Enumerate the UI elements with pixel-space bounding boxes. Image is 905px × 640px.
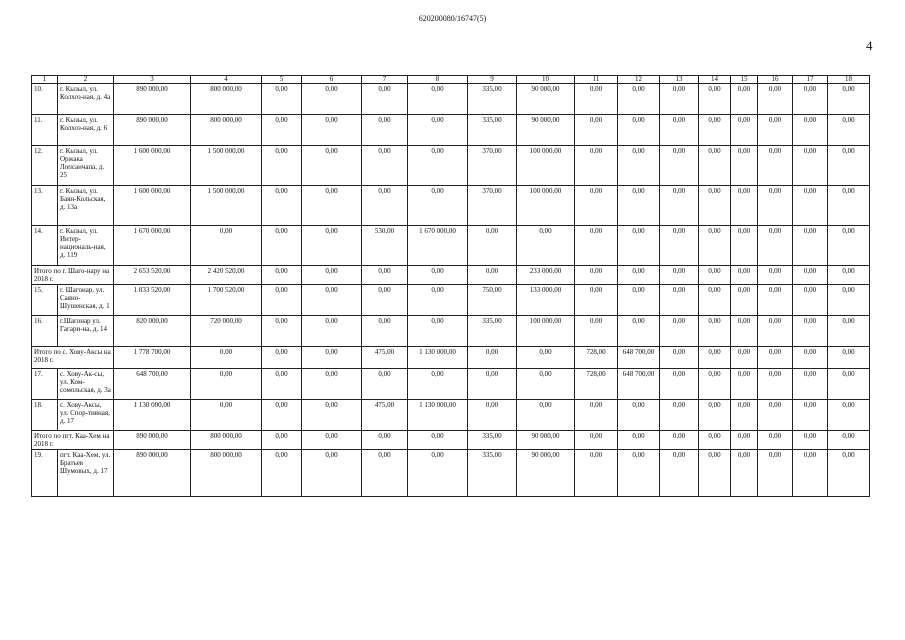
value-cell: 0,00 <box>758 226 793 266</box>
value-cell: 233 000,00 <box>517 266 575 285</box>
value-cell: 0,00 <box>362 285 408 316</box>
row-number: 10. <box>32 84 58 115</box>
value-cell: 890 000,00 <box>114 115 191 146</box>
row-number: 14. <box>32 226 58 266</box>
value-cell: 0,00 <box>468 266 517 285</box>
value-cell: 0,00 <box>302 266 362 285</box>
column-header: 9 <box>468 76 517 84</box>
column-header: 17 <box>793 76 828 84</box>
value-cell: 90 000,00 <box>517 84 575 115</box>
value-cell: 133 000,00 <box>517 285 575 316</box>
value-cell: 0,00 <box>660 186 699 226</box>
value-cell: 0,00 <box>191 347 262 369</box>
value-cell: 90 000,00 <box>517 450 575 497</box>
value-cell: 1 500 000,00 <box>191 186 262 226</box>
value-cell: 0,00 <box>793 226 828 266</box>
row-number: 19. <box>32 450 58 497</box>
value-cell: 90 000,00 <box>517 431 575 450</box>
total-row <box>32 431 870 450</box>
value-cell: 475,00 <box>362 400 408 431</box>
value-cell: 720 000,00 <box>191 316 262 347</box>
value-cell: 0,00 <box>758 369 793 400</box>
value-cell: 0,00 <box>731 84 758 115</box>
column-header: 1 <box>32 76 58 84</box>
value-cell: 0,00 <box>660 431 699 450</box>
value-cell: 0,00 <box>793 316 828 347</box>
value-cell: 0,00 <box>731 266 758 285</box>
value-cell: 0,00 <box>262 84 302 115</box>
value-cell: 0,00 <box>828 285 870 316</box>
value-cell: 0,00 <box>828 369 870 400</box>
value-cell: 90 000,00 <box>517 115 575 146</box>
value-cell: 335,00 <box>468 431 517 450</box>
value-cell: 648 700,00 <box>618 369 660 400</box>
value-cell: 0,00 <box>191 400 262 431</box>
data-table <box>31 75 870 497</box>
value-cell: 335,00 <box>468 115 517 146</box>
header-row <box>32 76 870 84</box>
value-cell: 100 000,00 <box>517 146 575 186</box>
page-number: 4 <box>866 38 873 53</box>
column-header: 10 <box>517 76 575 84</box>
value-cell: 1 130 000,00 <box>114 400 191 431</box>
value-cell: 0,00 <box>699 266 731 285</box>
value-cell: 0,00 <box>731 285 758 316</box>
value-cell: 0,00 <box>302 369 362 400</box>
value-cell: 0,00 <box>362 369 408 400</box>
value-cell: 530,00 <box>362 226 408 266</box>
value-cell: 890 000,00 <box>114 84 191 115</box>
row-number: 16. <box>32 316 58 347</box>
value-cell: 0,00 <box>618 115 660 146</box>
value-cell: 0,00 <box>191 226 262 266</box>
value-cell: 0,00 <box>408 285 468 316</box>
value-cell: 728,00 <box>575 369 618 400</box>
column-header: 7 <box>362 76 408 84</box>
value-cell: 648 700,00 <box>114 369 191 400</box>
value-cell: 0,00 <box>408 316 468 347</box>
value-cell: 0,00 <box>262 186 302 226</box>
table-row <box>32 450 870 497</box>
value-cell: 800 000,00 <box>191 450 262 497</box>
value-cell: 0,00 <box>362 115 408 146</box>
value-cell: 0,00 <box>731 450 758 497</box>
address-cell: г. Кызыл, ул. Колхоз-ная, д. 4а <box>58 84 114 115</box>
value-cell: 800 000,00 <box>191 115 262 146</box>
value-cell: 0,00 <box>408 84 468 115</box>
value-cell: 0,00 <box>660 450 699 497</box>
value-cell: 0,00 <box>699 146 731 186</box>
value-cell: 0,00 <box>793 84 828 115</box>
value-cell: 335,00 <box>468 450 517 497</box>
column-header: 12 <box>618 76 660 84</box>
value-cell: 0,00 <box>793 186 828 226</box>
value-cell: 0,00 <box>575 226 618 266</box>
address-cell: г. Кызыл, ул. Оржака Лопсанчапа, д. 25 <box>58 146 114 186</box>
column-header: 16 <box>758 76 793 84</box>
value-cell: 0,00 <box>262 226 302 266</box>
value-cell: 335,00 <box>468 316 517 347</box>
value-cell: 0,00 <box>262 266 302 285</box>
value-cell: 0,00 <box>575 186 618 226</box>
value-cell: 0,00 <box>793 266 828 285</box>
value-cell: 0,00 <box>302 347 362 369</box>
value-cell: 1 130 000,00 <box>408 400 468 431</box>
column-header: 15 <box>731 76 758 84</box>
value-cell: 648 700,00 <box>618 347 660 369</box>
value-cell: 800 000,00 <box>191 431 262 450</box>
column-header: 4 <box>191 76 262 84</box>
value-cell: 1 700 520,00 <box>191 285 262 316</box>
value-cell: 890 000,00 <box>114 450 191 497</box>
table-row <box>32 400 870 431</box>
value-cell: 335,00 <box>468 84 517 115</box>
value-cell: 0,00 <box>758 431 793 450</box>
value-cell: 0,00 <box>618 266 660 285</box>
value-cell: 0,00 <box>575 266 618 285</box>
value-cell: 0,00 <box>731 316 758 347</box>
value-cell: 1 833 520,00 <box>114 285 191 316</box>
column-header: 18 <box>828 76 870 84</box>
value-cell: 0,00 <box>828 400 870 431</box>
value-cell: 728,00 <box>575 347 618 369</box>
value-cell: 0,00 <box>408 266 468 285</box>
value-cell: 0,00 <box>758 316 793 347</box>
value-cell: 0,00 <box>699 347 731 369</box>
value-cell: 0,00 <box>793 146 828 186</box>
row-number: 13. <box>32 186 58 226</box>
value-cell: 370,00 <box>468 146 517 186</box>
column-header: 3 <box>114 76 191 84</box>
value-cell: 2 420 520,00 <box>191 266 262 285</box>
value-cell: 100 000,00 <box>517 186 575 226</box>
value-cell: 0,00 <box>362 450 408 497</box>
value-cell: 0,00 <box>618 146 660 186</box>
value-cell: 1 600 000,00 <box>114 186 191 226</box>
value-cell: 0,00 <box>517 347 575 369</box>
column-header: 8 <box>408 76 468 84</box>
value-cell: 0,00 <box>575 431 618 450</box>
table-row <box>32 146 870 186</box>
value-cell: 0,00 <box>362 316 408 347</box>
value-cell: 0,00 <box>408 450 468 497</box>
value-cell: 0,00 <box>618 285 660 316</box>
table-row <box>32 369 870 400</box>
table-row <box>32 84 870 115</box>
value-cell: 0,00 <box>191 369 262 400</box>
value-cell: 0,00 <box>302 115 362 146</box>
value-cell: 0,00 <box>517 226 575 266</box>
value-cell: 1 778 700,00 <box>114 347 191 369</box>
value-cell: 0,00 <box>575 146 618 186</box>
value-cell: 1 670 000,00 <box>408 226 468 266</box>
total-label: Итого по г. Шаго-нару на 2018 г. <box>32 266 114 285</box>
value-cell: 100 000,00 <box>517 316 575 347</box>
value-cell: 0,00 <box>362 84 408 115</box>
value-cell: 0,00 <box>660 115 699 146</box>
table-body <box>32 76 870 497</box>
value-cell: 0,00 <box>618 84 660 115</box>
value-cell: 0,00 <box>699 285 731 316</box>
value-cell: 0,00 <box>758 84 793 115</box>
value-cell: 0,00 <box>731 146 758 186</box>
value-cell: 0,00 <box>262 369 302 400</box>
value-cell: 0,00 <box>699 115 731 146</box>
value-cell: 0,00 <box>302 450 362 497</box>
column-header: 13 <box>660 76 699 84</box>
value-cell: 0,00 <box>302 285 362 316</box>
value-cell: 1 130 000,00 <box>408 347 468 369</box>
value-cell: 0,00 <box>731 115 758 146</box>
table-row <box>32 186 870 226</box>
value-cell: 0,00 <box>302 431 362 450</box>
value-cell: 0,00 <box>793 285 828 316</box>
value-cell: 0,00 <box>262 316 302 347</box>
value-cell: 0,00 <box>575 450 618 497</box>
value-cell: 0,00 <box>302 84 362 115</box>
value-cell: 0,00 <box>618 450 660 497</box>
value-cell: 0,00 <box>699 84 731 115</box>
value-cell: 0,00 <box>408 369 468 400</box>
value-cell: 0,00 <box>302 400 362 431</box>
value-cell: 0,00 <box>828 316 870 347</box>
value-cell: 0,00 <box>262 400 302 431</box>
address-cell: г. Кызыл, ул. Интер-националь-ная, д. 119 <box>58 226 114 266</box>
address-cell: пгт. Каа-Хем, ул. Братьев Шумовых, д. 17 <box>58 450 114 497</box>
value-cell: 475,00 <box>362 347 408 369</box>
table-row <box>32 115 870 146</box>
value-cell: 0,00 <box>731 369 758 400</box>
value-cell: 0,00 <box>731 226 758 266</box>
table-row <box>32 316 870 347</box>
value-cell: 0,00 <box>793 400 828 431</box>
value-cell: 0,00 <box>302 186 362 226</box>
value-cell: 0,00 <box>575 400 618 431</box>
value-cell: 1 500 000,00 <box>191 146 262 186</box>
address-cell: с. Хову-Ак-сы, ул. Ком-сомольская, д. 3а <box>58 369 114 400</box>
value-cell: 0,00 <box>618 316 660 347</box>
column-header: 11 <box>575 76 618 84</box>
value-cell: 0,00 <box>262 431 302 450</box>
value-cell: 0,00 <box>575 285 618 316</box>
column-header: 5 <box>262 76 302 84</box>
value-cell: 0,00 <box>699 226 731 266</box>
value-cell: 0,00 <box>517 369 575 400</box>
column-header: 2 <box>58 76 114 84</box>
value-cell: 0,00 <box>618 431 660 450</box>
value-cell: 0,00 <box>699 400 731 431</box>
value-cell: 0,00 <box>468 347 517 369</box>
value-cell: 0,00 <box>758 115 793 146</box>
value-cell: 0,00 <box>731 400 758 431</box>
value-cell: 0,00 <box>517 400 575 431</box>
value-cell: 0,00 <box>828 450 870 497</box>
total-label: Итого по с. Хову-Аксы на 2018 г. <box>32 347 114 369</box>
value-cell: 0,00 <box>660 226 699 266</box>
value-cell: 0,00 <box>758 146 793 186</box>
value-cell: 0,00 <box>793 115 828 146</box>
value-cell: 0,00 <box>618 400 660 431</box>
value-cell: 0,00 <box>758 186 793 226</box>
document-id: 620200080/16747(5) <box>418 14 487 23</box>
value-cell: 0,00 <box>699 186 731 226</box>
address-cell: г. Шагонар, ул. Саяно-Шушенская, д. 1 <box>58 285 114 316</box>
row-number: 11. <box>32 115 58 146</box>
value-cell: 0,00 <box>758 450 793 497</box>
value-cell: 0,00 <box>262 146 302 186</box>
row-number: 15. <box>32 285 58 316</box>
value-cell: 1 670 000,00 <box>114 226 191 266</box>
value-cell: 0,00 <box>660 146 699 186</box>
value-cell: 0,00 <box>660 84 699 115</box>
value-cell: 0,00 <box>793 431 828 450</box>
row-number: 18. <box>32 400 58 431</box>
value-cell: 0,00 <box>302 316 362 347</box>
value-cell: 0,00 <box>362 266 408 285</box>
value-cell: 0,00 <box>793 450 828 497</box>
value-cell: 0,00 <box>828 226 870 266</box>
row-number: 12. <box>32 146 58 186</box>
value-cell: 0,00 <box>828 115 870 146</box>
value-cell: 0,00 <box>758 285 793 316</box>
value-cell: 0,00 <box>699 450 731 497</box>
value-cell: 0,00 <box>660 285 699 316</box>
value-cell: 0,00 <box>731 431 758 450</box>
value-cell: 0,00 <box>828 431 870 450</box>
value-cell: 0,00 <box>699 316 731 347</box>
value-cell: 0,00 <box>618 186 660 226</box>
value-cell: 0,00 <box>618 226 660 266</box>
table-row <box>32 285 870 316</box>
value-cell: 0,00 <box>660 316 699 347</box>
address-cell: с. Хову-Аксы, ул. Спор-тивная, д. 17 <box>58 400 114 431</box>
value-cell: 890 000,00 <box>114 431 191 450</box>
value-cell: 0,00 <box>468 400 517 431</box>
value-cell: 820 000,00 <box>114 316 191 347</box>
value-cell: 0,00 <box>575 115 618 146</box>
value-cell: 2 653 520,00 <box>114 266 191 285</box>
value-cell: 0,00 <box>362 186 408 226</box>
value-cell: 0,00 <box>362 146 408 186</box>
value-cell: 0,00 <box>660 369 699 400</box>
value-cell: 0,00 <box>731 347 758 369</box>
value-cell: 0,00 <box>660 400 699 431</box>
value-cell: 0,00 <box>408 115 468 146</box>
total-label: Итого по пгт. Каа-Хем на 2018 г. <box>32 431 114 450</box>
value-cell: 0,00 <box>828 146 870 186</box>
value-cell: 0,00 <box>828 266 870 285</box>
value-cell: 0,00 <box>302 146 362 186</box>
address-cell: г. Кызыл, ул. Колхоз-ная, д. 6 <box>58 115 114 146</box>
value-cell: 0,00 <box>660 347 699 369</box>
value-cell: 0,00 <box>262 347 302 369</box>
address-cell: г. Кызыл, ул. Баян-Кольская, д. 13а <box>58 186 114 226</box>
row-number: 17. <box>32 369 58 400</box>
value-cell: 0,00 <box>731 186 758 226</box>
address-cell: г.Шагонар ул. Гагари-на, д. 14 <box>58 316 114 347</box>
value-cell: 0,00 <box>575 316 618 347</box>
value-cell: 0,00 <box>262 285 302 316</box>
value-cell: 0,00 <box>362 431 408 450</box>
total-row <box>32 266 870 285</box>
value-cell: 370,00 <box>468 186 517 226</box>
value-cell: 0,00 <box>262 115 302 146</box>
value-cell: 0,00 <box>758 266 793 285</box>
value-cell: 0,00 <box>408 146 468 186</box>
value-cell: 0,00 <box>699 431 731 450</box>
value-cell: 0,00 <box>575 84 618 115</box>
table-row <box>32 226 870 266</box>
value-cell: 0,00 <box>828 186 870 226</box>
value-cell: 0,00 <box>468 369 517 400</box>
value-cell: 0,00 <box>660 266 699 285</box>
value-cell: 750,00 <box>468 285 517 316</box>
value-cell: 0,00 <box>758 347 793 369</box>
value-cell: 800 000,00 <box>191 84 262 115</box>
column-header: 14 <box>699 76 731 84</box>
value-cell: 0,00 <box>828 84 870 115</box>
value-cell: 0,00 <box>408 431 468 450</box>
value-cell: 0,00 <box>828 347 870 369</box>
value-cell: 0,00 <box>262 450 302 497</box>
value-cell: 0,00 <box>793 369 828 400</box>
value-cell: 0,00 <box>758 400 793 431</box>
value-cell: 0,00 <box>468 226 517 266</box>
value-cell: 0,00 <box>408 186 468 226</box>
value-cell: 0,00 <box>699 369 731 400</box>
value-cell: 1 600 000,00 <box>114 146 191 186</box>
column-header: 6 <box>302 76 362 84</box>
value-cell: 0,00 <box>793 347 828 369</box>
value-cell: 0,00 <box>302 226 362 266</box>
total-row <box>32 347 870 369</box>
